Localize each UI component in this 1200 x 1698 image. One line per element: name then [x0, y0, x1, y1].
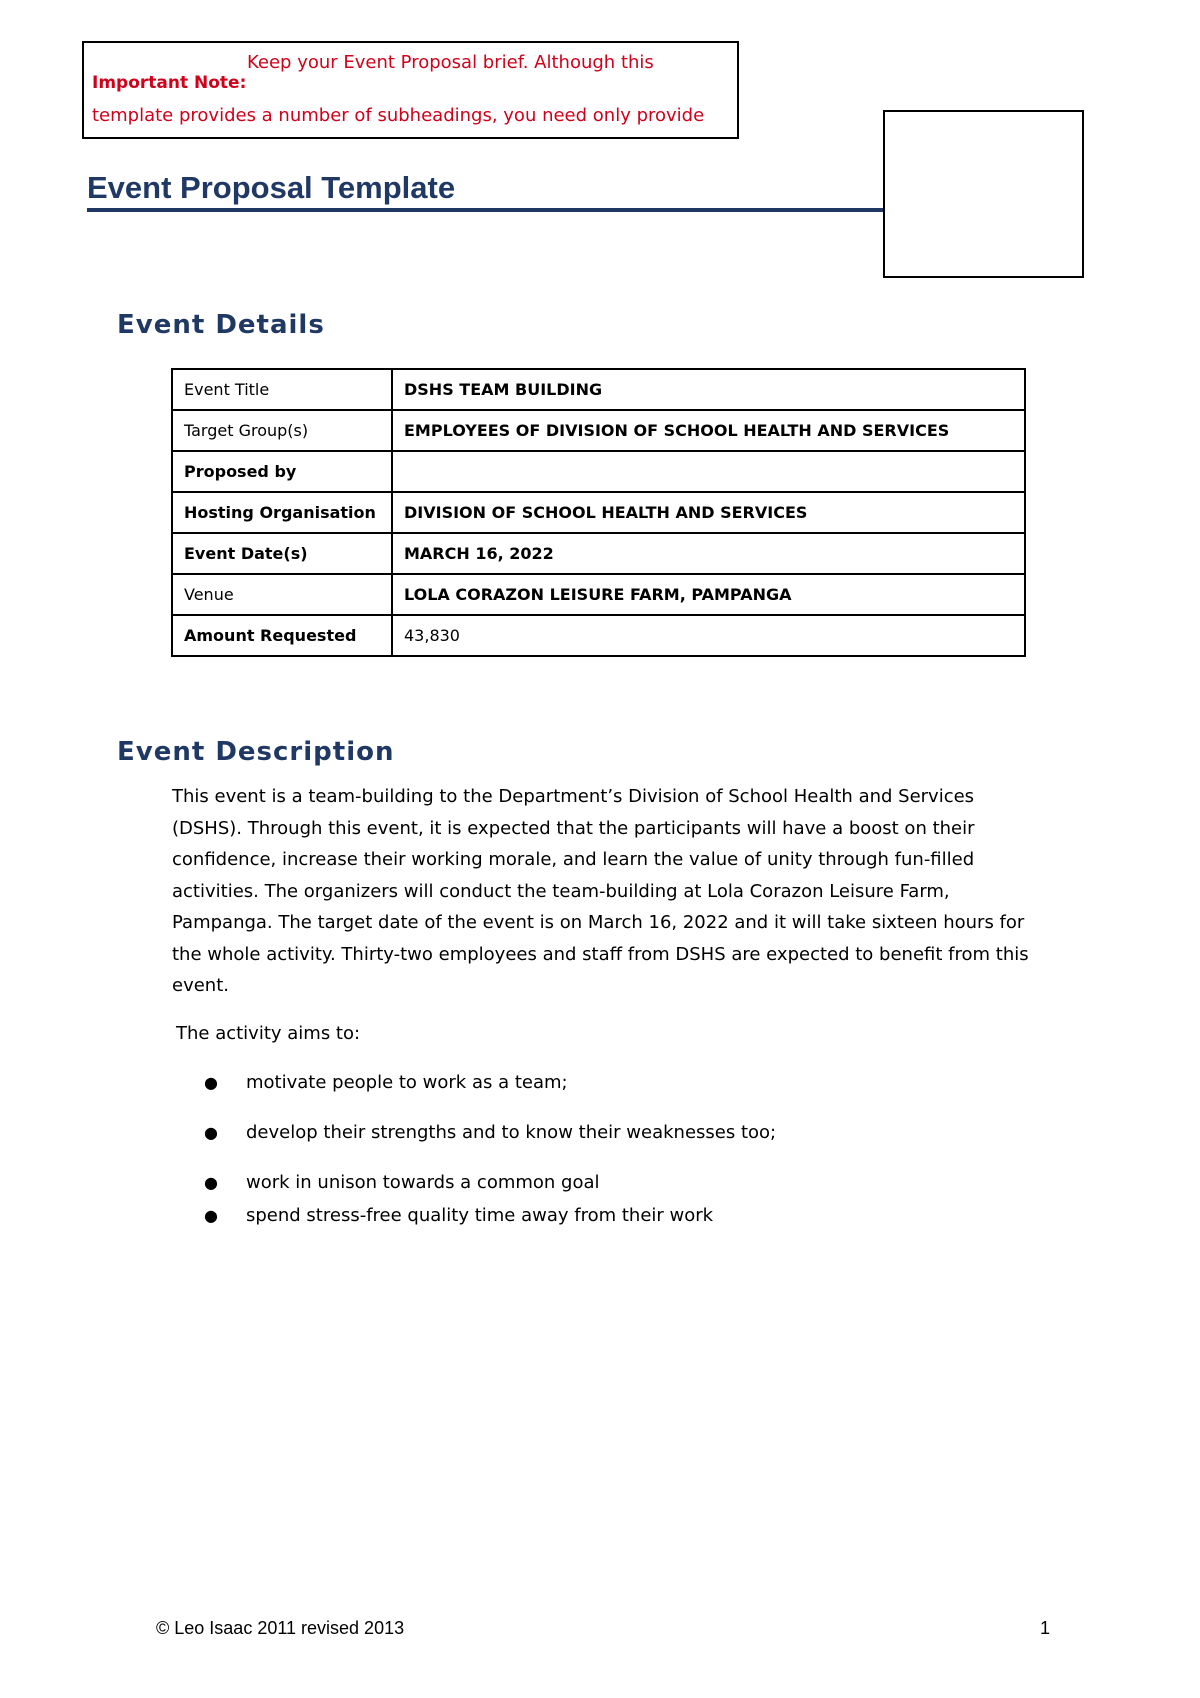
row-label: Venue: [172, 574, 392, 615]
table-row: [172, 492, 1025, 533]
event-description-paragraph: This event is a team-building to the Department’s Division of School Health and Services (DSHS). Through this event, it is expected that the participants will have a boost on their confidence, increase their working morale, and learn the value of unity through fun-filled activities. The organizers will conduct the team-building at Lola Corazon Leisure Farm, Pampanga. The target date of the event is on March 16, 2022 and it will take sixteen hours for the whole activity. Thirty-two employees and staff from DSHS are expected to benefit from this event.: [172, 786, 1029, 996]
bullet-icon: ●: [204, 1206, 218, 1225]
aim-text: motivate people to work as a team;: [246, 1072, 568, 1093]
row-label: Hosting Organisation: [172, 492, 392, 533]
list-item: [204, 1072, 568, 1093]
table-row: [172, 451, 1025, 492]
logo-placeholder-box: [883, 110, 1084, 278]
bullet-icon: ●: [204, 1173, 218, 1192]
row-label: Proposed by: [172, 451, 392, 492]
event-details-heading: Event Details: [117, 310, 325, 340]
aim-text: spend stress-free quality time away from their work: [246, 1205, 714, 1226]
row-label: Target Group(s): [172, 410, 392, 451]
list-item: [204, 1122, 776, 1143]
bullet-icon: ●: [204, 1073, 218, 1092]
list-item: [204, 1172, 600, 1193]
footer-copyright: © Leo Isaac 2011 revised 2013: [156, 1618, 405, 1638]
document-title: Event Proposal Template: [87, 170, 456, 205]
page-number: 1: [1040, 1618, 1051, 1638]
title-underline: [87, 208, 883, 212]
row-value: MARCH 16, 2022: [392, 533, 1025, 574]
row-label: Event Date(s): [172, 533, 392, 574]
row-value: 43,830: [392, 615, 1025, 656]
event-details-table: [171, 368, 1026, 657]
important-note-box: [82, 41, 739, 139]
table-row: [172, 410, 1025, 451]
table-row: [172, 533, 1025, 574]
table-row: [172, 369, 1025, 410]
note-text-line1: Keep your Event Proposal brief. Although this: [247, 52, 654, 73]
row-value: EMPLOYEES OF DIVISION OF SCHOOL HEALTH AND SERVICES: [392, 410, 1025, 451]
row-label: Event Title: [172, 369, 392, 410]
row-value: DSHS TEAM BUILDING: [392, 369, 1025, 410]
row-value: [392, 451, 1025, 492]
row-value: DIVISION OF SCHOOL HEALTH AND SERVICES: [392, 492, 1025, 533]
aims-intro: The activity aims to:: [176, 1023, 361, 1044]
note-text-line2: template provides a number of subheadings, you need only provide: [92, 105, 705, 126]
aim-text: work in unison towards a common goal: [246, 1172, 600, 1193]
table-row: [172, 615, 1025, 656]
row-value: LOLA CORAZON LEISURE FARM, PAMPANGA: [392, 574, 1025, 615]
event-description-heading: Event Description: [117, 737, 395, 767]
table-row: [172, 574, 1025, 615]
list-item: [204, 1205, 713, 1226]
bullet-icon: ●: [204, 1123, 218, 1142]
row-label: Amount Requested: [172, 615, 392, 656]
note-label: Important Note:: [92, 73, 247, 93]
aim-text: develop their strengths and to know their weaknesses too;: [246, 1122, 777, 1143]
